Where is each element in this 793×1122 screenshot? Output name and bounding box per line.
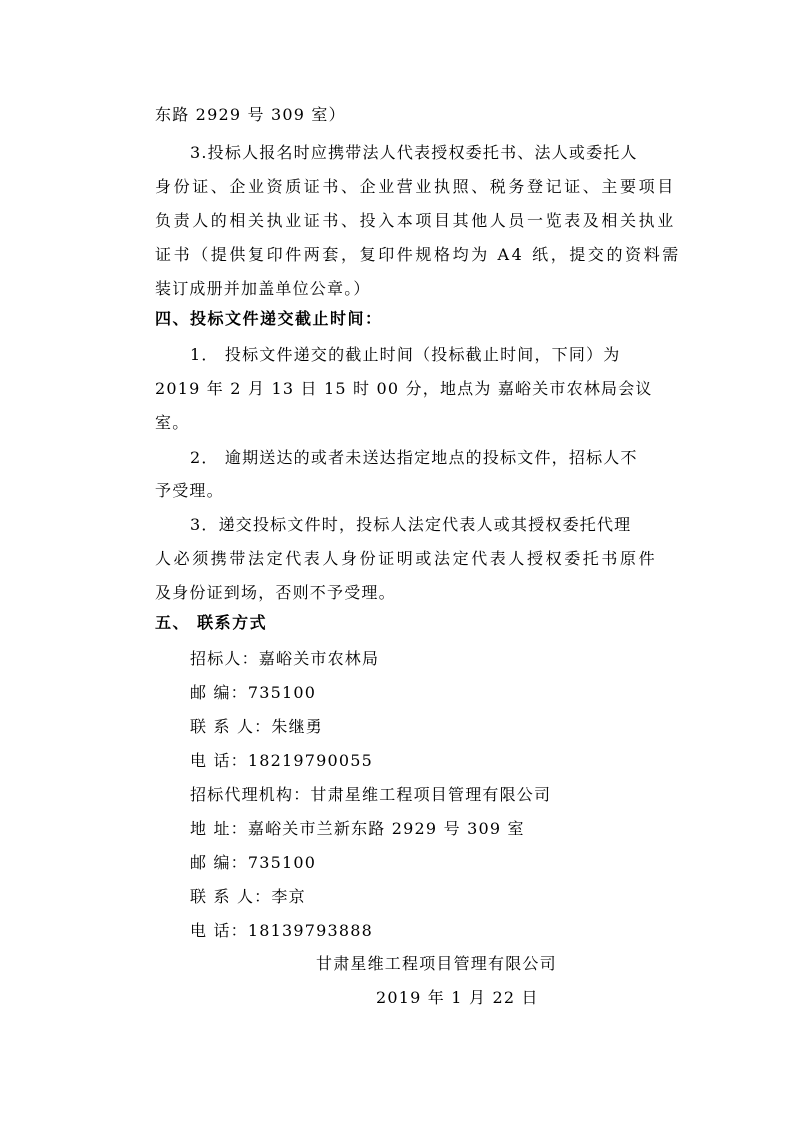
deadline-line-2: 2019 年 2 月 13 日 15 时 00 分，地点为 嘉峪关市农林局会议 bbox=[155, 379, 653, 398]
late-submission-line-2: 予受理。 bbox=[155, 481, 224, 500]
agency-contact-person: 联 系 人：李京 bbox=[190, 887, 306, 906]
agency-address: 地 址：嘉峪关市兰新东路 2929 号 309 室 bbox=[190, 819, 525, 838]
tenderer-postcode: 邮 编：735100 bbox=[190, 683, 317, 702]
registration-line-2: 身份证、企业资质证书、企业营业执照、税务登记证、主要项目 bbox=[155, 177, 676, 196]
late-submission-line-1: 2． 逾期送达的或者未送达指定地点的投标文件，招标人不 bbox=[190, 448, 638, 467]
deadline-line-1: 1． 投标文件递交的截止时间（投标截止时间，下同）为 bbox=[190, 345, 621, 364]
tenderer-name: 招标人：嘉峪关市农林局 bbox=[190, 649, 380, 668]
tenderer-contact-person: 联 系 人：朱继勇 bbox=[190, 717, 323, 736]
tenderer-phone: 电 话：18219790055 bbox=[190, 751, 374, 770]
submission-line-1: 3．递交投标文件时，投标人法定代表人或其授权委托代理 bbox=[190, 515, 632, 534]
section-5-heading: 五、 联系方式 bbox=[155, 613, 268, 632]
registration-line-4: 证书（提供复印件两套，复印件规格均为 A4 纸，提交的资料需 bbox=[155, 245, 681, 264]
address-continuation: 东路 2929 号 309 室） bbox=[155, 105, 346, 124]
submission-line-3: 及身份证到场，否则不予受理。 bbox=[155, 583, 396, 602]
signature-date: 2019 年 1 月 22 日 bbox=[376, 988, 539, 1007]
agency-name: 招标代理机构：甘肃星维工程项目管理有限公司 bbox=[190, 785, 552, 804]
section-4-heading: 四、投标文件递交截止时间： bbox=[155, 309, 383, 328]
signature-company: 甘肃星维工程项目管理有限公司 bbox=[316, 954, 557, 973]
agency-phone: 电 话：18139793888 bbox=[190, 921, 374, 940]
agency-postcode: 邮 编：735100 bbox=[190, 853, 317, 872]
submission-line-2: 人必须携带法定代表人身份证明或法定代表人授权委托书原件 bbox=[155, 549, 658, 568]
registration-line-1: 3.投标人报名时应携带法人代表授权委托书、法人或委托人 bbox=[190, 143, 638, 162]
registration-line-3: 负责人的相关执业证书、投入本项目其他人员一览表及相关执业 bbox=[155, 211, 676, 230]
registration-line-5: 装订成册并加盖单位公章。） bbox=[155, 279, 371, 298]
deadline-line-3: 室。 bbox=[155, 413, 190, 432]
